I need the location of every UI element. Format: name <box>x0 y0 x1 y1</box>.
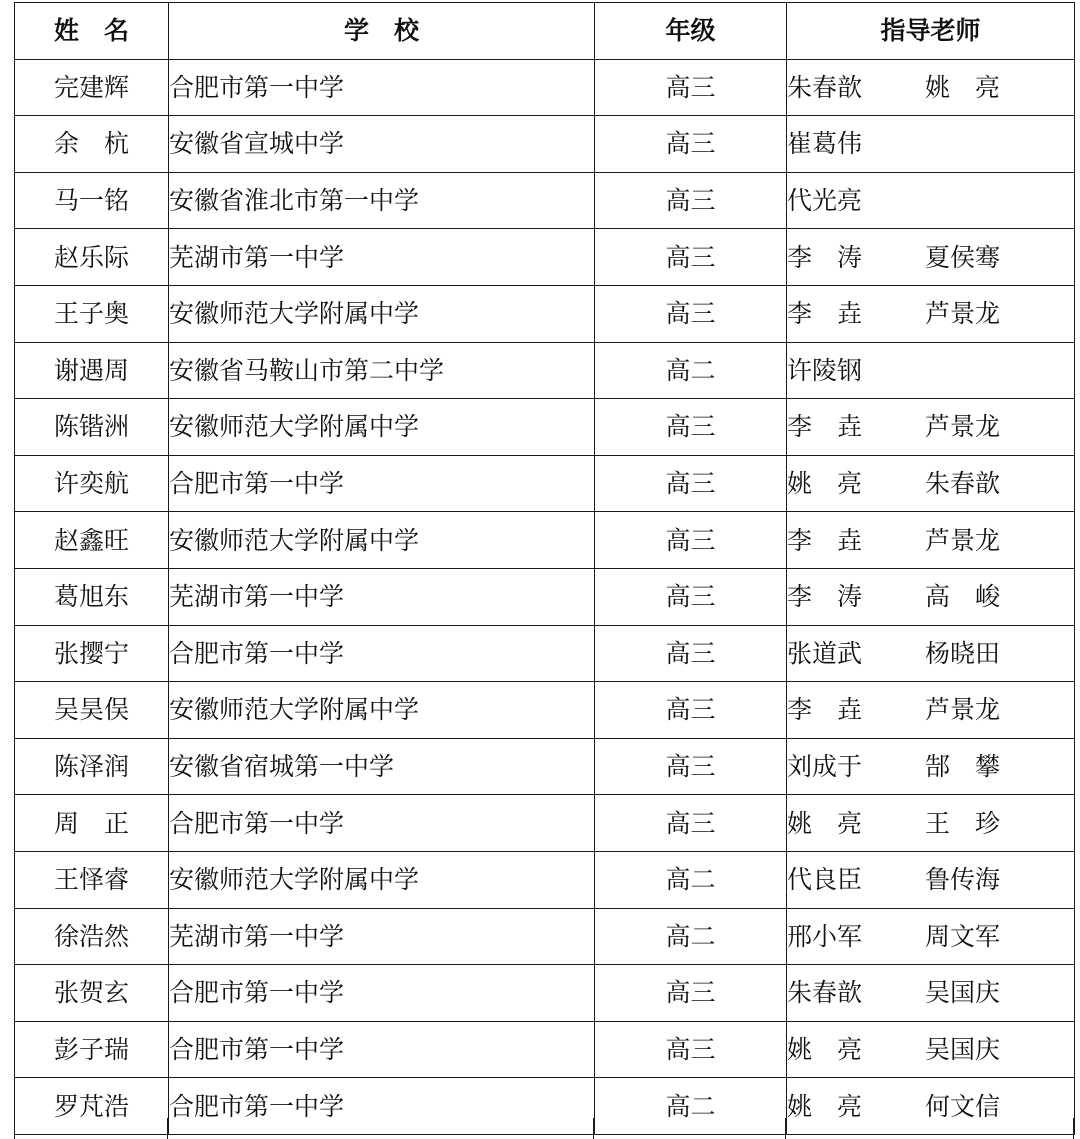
school-cell: 安徽师范大学附属中学 <box>169 399 595 456</box>
primary-teacher-name: 刘成于 <box>787 752 863 782</box>
teachers-cell <box>787 851 1075 908</box>
student-name-cell: 陈泽润 <box>15 738 169 795</box>
primary-teacher-name: 李 垚 <box>787 525 863 555</box>
teachers-cell <box>787 965 1075 1022</box>
teachers-cell <box>787 682 1075 739</box>
school-cell: 芜湖市第一中学 <box>169 229 595 286</box>
primary-teacher-name: 李 涛 <box>787 242 863 272</box>
school-cell: 安徽师范大学附属中学 <box>169 285 595 342</box>
primary-teacher-name: 李 涛 <box>787 582 863 612</box>
table-row <box>15 285 1075 342</box>
student-name-cell: 许奕航 <box>15 455 169 512</box>
primary-teacher-name: 朱春歆 <box>787 72 863 102</box>
continuation-divider <box>167 1118 168 1139</box>
secondary-teacher-name: 吴国庆 <box>925 1034 1001 1064</box>
primary-teacher-name: 朱春歆 <box>787 978 863 1008</box>
school-cell: 安徽师范大学附属中学 <box>169 682 595 739</box>
table-body <box>15 59 1075 1134</box>
school-cell: 合肥市第一中学 <box>169 795 595 852</box>
student-name-cell: 完建辉 <box>15 59 169 116</box>
grade-cell: 高三 <box>595 455 787 512</box>
student-name-cell: 陈锴洲 <box>15 399 169 456</box>
secondary-teacher-name: 姚 亮 <box>925 72 1001 102</box>
table-row <box>15 738 1075 795</box>
table-row <box>15 625 1075 682</box>
primary-teacher-name: 李 垚 <box>787 299 863 329</box>
secondary-teacher-name: 芦景龙 <box>925 412 1001 442</box>
teachers-cell <box>787 59 1075 116</box>
secondary-teacher-name: 芦景龙 <box>925 299 1001 329</box>
table-row <box>15 172 1075 229</box>
continuation-divider <box>593 1118 594 1139</box>
secondary-teacher-name: 杨晓田 <box>925 638 1001 668</box>
table-row <box>15 116 1075 173</box>
school-cell: 安徽师范大学附属中学 <box>169 851 595 908</box>
secondary-teacher-name: 朱春歆 <box>925 469 1001 499</box>
school-cell: 合肥市第一中学 <box>169 59 595 116</box>
school-cell: 安徽省宣城中学 <box>169 116 595 173</box>
school-cell: 安徽省马鞍山市第二中学 <box>169 342 595 399</box>
student-name-cell: 谢遇周 <box>15 342 169 399</box>
table-row <box>15 568 1075 625</box>
school-cell: 安徽师范大学附属中学 <box>169 512 595 569</box>
grade-cell: 高三 <box>595 795 787 852</box>
grade-cell: 高三 <box>595 1021 787 1078</box>
table-continuation <box>14 1118 1074 1139</box>
teachers-cell <box>787 512 1075 569</box>
table-row <box>15 229 1075 286</box>
teachers-cell <box>787 908 1075 965</box>
secondary-teacher-name: 鲁传海 <box>925 865 1001 895</box>
grade-cell: 高二 <box>595 851 787 908</box>
student-name-cell: 张贺玄 <box>15 965 169 1022</box>
student-name-cell: 赵乐际 <box>15 229 169 286</box>
student-name-cell: 余 杭 <box>15 116 169 173</box>
student-name-cell: 马一铭 <box>15 172 169 229</box>
primary-teacher-name: 姚 亮 <box>787 469 863 499</box>
grade-cell: 高三 <box>595 625 787 682</box>
student-name-cell: 周 正 <box>15 795 169 852</box>
grade-cell: 高三 <box>595 285 787 342</box>
table-row <box>15 908 1075 965</box>
teachers-cell <box>787 625 1075 682</box>
primary-teacher-name: 邢小军 <box>787 921 863 951</box>
student-name-cell: 王怿睿 <box>15 851 169 908</box>
table-row <box>15 1021 1075 1078</box>
student-roster-table <box>14 2 1075 1135</box>
grade-cell: 高三 <box>595 399 787 456</box>
student-name-cell: 张撄宁 <box>15 625 169 682</box>
table-row <box>15 682 1075 739</box>
teachers-cell <box>787 399 1075 456</box>
secondary-teacher-name: 郜 攀 <box>925 752 1001 782</box>
grade-cell: 高三 <box>595 738 787 795</box>
primary-teacher-name: 李 垚 <box>787 412 863 442</box>
school-cell: 芜湖市第一中学 <box>169 908 595 965</box>
school-cell: 合肥市第一中学 <box>169 1078 595 1135</box>
grade-cell: 高二 <box>595 908 787 965</box>
teachers-cell <box>787 738 1075 795</box>
table-row <box>15 59 1075 116</box>
header-teachers: 指导老师 <box>787 3 1075 60</box>
teachers-cell <box>787 229 1075 286</box>
teachers-cell <box>787 1021 1075 1078</box>
student-name-cell: 王子奥 <box>15 285 169 342</box>
primary-teacher-name: 姚 亮 <box>787 808 863 838</box>
student-name-cell: 彭子瑞 <box>15 1021 169 1078</box>
continuation-divider <box>785 1118 786 1139</box>
table-row <box>15 512 1075 569</box>
table-row <box>15 399 1075 456</box>
student-name-cell: 吴昊俣 <box>15 682 169 739</box>
school-cell: 芜湖市第一中学 <box>169 568 595 625</box>
grade-cell: 高二 <box>595 1078 787 1135</box>
teachers-cell <box>787 568 1075 625</box>
secondary-teacher-name: 夏侯骞 <box>925 242 1001 272</box>
student-name-cell: 葛旭东 <box>15 568 169 625</box>
secondary-teacher-name: 周文军 <box>925 921 1001 951</box>
grade-cell: 高三 <box>595 682 787 739</box>
primary-teacher-name: 姚 亮 <box>787 1091 863 1121</box>
teachers-cell <box>787 172 1075 229</box>
teachers-cell <box>787 342 1075 399</box>
teachers-cell <box>787 285 1075 342</box>
grade-cell: 高三 <box>595 116 787 173</box>
teachers-cell <box>787 455 1075 512</box>
grade-cell: 高三 <box>595 512 787 569</box>
grade-cell: 高三 <box>595 568 787 625</box>
secondary-teacher-name: 高 峻 <box>925 582 1001 612</box>
teachers-cell <box>787 116 1075 173</box>
school-cell: 安徽省宿城第一中学 <box>169 738 595 795</box>
primary-teacher-name: 张道武 <box>787 638 863 668</box>
secondary-teacher-name: 芦景龙 <box>925 695 1001 725</box>
primary-teacher-name: 崔葛伟 <box>787 129 863 159</box>
table-row <box>15 851 1075 908</box>
primary-teacher-name: 代光亮 <box>787 186 863 216</box>
school-cell: 安徽省淮北市第一中学 <box>169 172 595 229</box>
school-cell: 合肥市第一中学 <box>169 455 595 512</box>
table-row <box>15 455 1075 512</box>
grade-cell: 高三 <box>595 965 787 1022</box>
primary-teacher-name: 李 垚 <box>787 695 863 725</box>
table-row <box>15 965 1075 1022</box>
header-school: 学 校 <box>169 3 595 60</box>
grade-cell: 高三 <box>595 172 787 229</box>
secondary-teacher-name: 芦景龙 <box>925 525 1001 555</box>
primary-teacher-name: 许陵钢 <box>787 355 863 385</box>
secondary-teacher-name: 吴国庆 <box>925 978 1001 1008</box>
school-cell: 合肥市第一中学 <box>169 1021 595 1078</box>
header-name: 姓 名 <box>15 3 169 60</box>
grade-cell: 高三 <box>595 59 787 116</box>
student-name-cell: 徐浩然 <box>15 908 169 965</box>
primary-teacher-name: 姚 亮 <box>787 1034 863 1064</box>
header-grade: 年级 <box>595 3 787 60</box>
primary-teacher-name: 代良臣 <box>787 865 863 895</box>
table-row <box>15 795 1075 852</box>
table-row <box>15 342 1075 399</box>
secondary-teacher-name: 何文信 <box>925 1091 1001 1121</box>
grade-cell: 高三 <box>595 229 787 286</box>
school-cell: 合肥市第一中学 <box>169 965 595 1022</box>
secondary-teacher-name: 王 珍 <box>925 808 1001 838</box>
teachers-cell <box>787 795 1075 852</box>
school-cell: 合肥市第一中学 <box>169 625 595 682</box>
table-header-row <box>15 3 1075 60</box>
student-name-cell: 赵鑫旺 <box>15 512 169 569</box>
student-name-cell: 罗芃浩 <box>15 1078 169 1135</box>
grade-cell: 高二 <box>595 342 787 399</box>
